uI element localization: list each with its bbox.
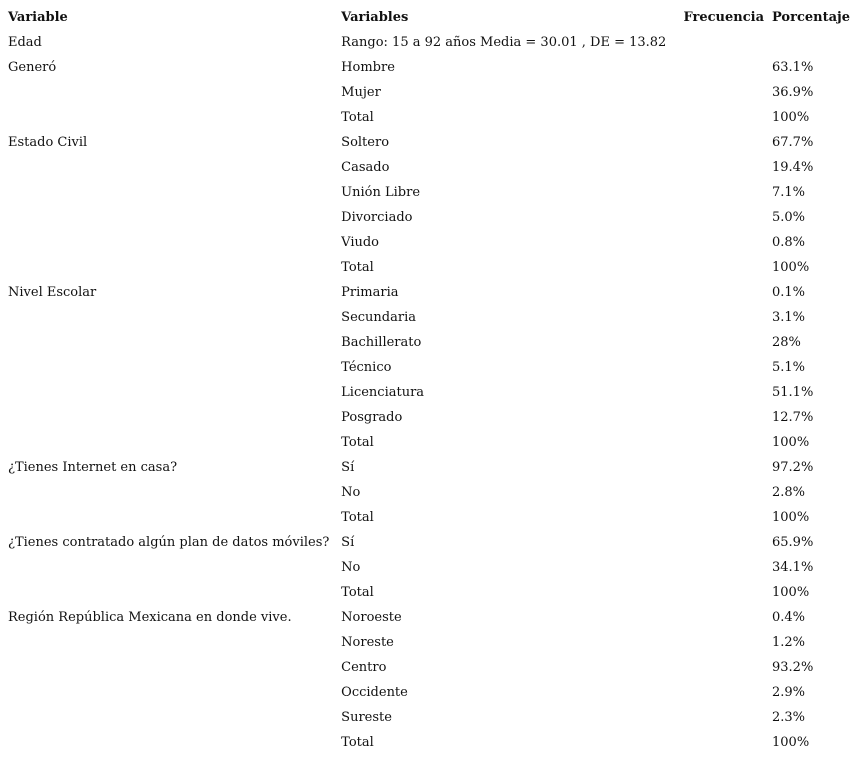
- table-row: [0, 505, 850, 530]
- category-cell: Posgrado: [341, 410, 403, 425]
- table-row: [0, 630, 850, 655]
- frequency-cell: [678, 205, 772, 230]
- category-cell: Sí: [341, 460, 355, 475]
- variable-cell: [0, 305, 341, 330]
- percentage-cell: 36.9%: [772, 85, 814, 100]
- frequency-cell: [678, 480, 772, 505]
- frequency-cell: [678, 30, 772, 55]
- category-cell: Noreste: [341, 635, 394, 650]
- frequency-cell: [678, 405, 772, 430]
- variable-cell: [0, 505, 341, 530]
- percentage-cell: 51.1%: [772, 385, 814, 400]
- table-row: [0, 155, 850, 180]
- table-row: [0, 130, 850, 155]
- frequency-cell: [678, 330, 772, 355]
- table-row: [0, 655, 850, 680]
- table-row: [0, 680, 850, 705]
- table-row: [0, 605, 850, 630]
- variable-cell: Nivel Escolar: [8, 285, 97, 300]
- table-row: [0, 305, 850, 330]
- percentage-cell: 2.3%: [772, 710, 806, 725]
- table-row: [0, 580, 850, 605]
- category-cell: Divorciado: [341, 210, 413, 225]
- variable-cell: Generó: [8, 60, 57, 75]
- table-row: [0, 405, 850, 430]
- category-cell: Hombre: [341, 60, 395, 75]
- percentage-cell: 65.9%: [772, 535, 814, 550]
- percentage-cell: 28%: [772, 335, 801, 350]
- variable-cell: Estado Civil: [8, 135, 88, 150]
- table-row: [0, 230, 850, 255]
- variable-cell: [0, 105, 341, 130]
- percentage-cell: 7.1%: [772, 185, 806, 200]
- table-row: [0, 455, 850, 480]
- table-row: [0, 80, 850, 105]
- category-cell: Soltero: [341, 135, 390, 150]
- percentage-cell: 0.1%: [772, 285, 806, 300]
- variable-cell: [0, 680, 341, 705]
- header-variable: Variable: [8, 10, 68, 25]
- percentage-cell: 67.7%: [772, 135, 814, 150]
- frequency-cell: [678, 680, 772, 705]
- table-row: [0, 555, 850, 580]
- variable-cell: [0, 355, 341, 380]
- frequency-cell: [678, 280, 772, 305]
- category-cell: Centro: [341, 660, 387, 675]
- category-cell: No: [341, 560, 361, 575]
- table-row: [0, 55, 850, 80]
- percentage-cell: 34.1%: [772, 560, 814, 575]
- header-frecuencia: Frecuencia: [683, 10, 764, 25]
- category-cell: No: [341, 485, 361, 500]
- table-row: [0, 530, 850, 555]
- category-cell: Noroeste: [341, 610, 402, 625]
- category-cell: Total: [341, 260, 374, 275]
- variable-cell: [0, 655, 341, 680]
- frequency-cell: [678, 605, 772, 630]
- category-cell: Casado: [341, 160, 390, 175]
- frequency-cell: [678, 455, 772, 480]
- table-row: [0, 705, 850, 730]
- variable-cell: [0, 430, 341, 455]
- category-cell: Occidente: [341, 685, 408, 700]
- percentage-cell: 100%: [772, 110, 810, 125]
- variable-cell: ¿Tienes contratado algún plan de datos móviles?: [8, 535, 330, 550]
- variable-cell: [0, 405, 341, 430]
- category-cell: Secundaria: [341, 310, 416, 325]
- table-row: [0, 30, 850, 55]
- header-variables: Variables: [341, 10, 409, 25]
- percentage-cell: 0.8%: [772, 235, 806, 250]
- frequency-cell: [678, 555, 772, 580]
- frequency-cell: [678, 155, 772, 180]
- table-row: [0, 180, 850, 205]
- category-cell: Rango: 15 a 92 años Media = 30.01 , DE = 13.82: [341, 35, 667, 50]
- table-row: [0, 255, 850, 280]
- percentage-cell: 100%: [772, 435, 810, 450]
- table-row: [0, 355, 850, 380]
- frequency-cell: [678, 105, 772, 130]
- table-row: [0, 105, 850, 130]
- frequency-cell: [678, 230, 772, 255]
- category-cell: Sí: [341, 535, 355, 550]
- variable-cell: [0, 230, 341, 255]
- frequency-cell: [678, 180, 772, 205]
- table-row: [0, 330, 850, 355]
- variable-cell: [0, 205, 341, 230]
- category-cell: Sureste: [341, 710, 392, 725]
- frequency-cell: [678, 580, 772, 605]
- variable-cell: [0, 730, 341, 755]
- table-row: [0, 480, 850, 505]
- frequency-cell: [678, 655, 772, 680]
- variable-cell: [0, 380, 341, 405]
- percentage-cell: 100%: [772, 585, 810, 600]
- demographics-table: [0, 5, 850, 755]
- frequency-cell: [678, 355, 772, 380]
- variable-cell: Región República Mexicana en donde vive.: [8, 610, 292, 625]
- frequency-cell: [678, 730, 772, 755]
- variable-cell: [0, 480, 341, 505]
- percentage-cell: 100%: [772, 735, 810, 750]
- category-cell: Total: [341, 110, 374, 125]
- percentage-cell: 5.0%: [772, 210, 806, 225]
- category-cell: Técnico: [341, 360, 392, 375]
- frequency-cell: [678, 255, 772, 280]
- variable-cell: [0, 555, 341, 580]
- frequency-cell: [678, 530, 772, 555]
- variable-cell: ¿Tienes Internet en casa?: [8, 460, 178, 475]
- category-cell: Total: [341, 735, 374, 750]
- category-cell: Primaria: [341, 285, 399, 300]
- percentage-cell: 100%: [772, 260, 810, 275]
- variable-cell: [0, 630, 341, 655]
- variable-cell: [0, 580, 341, 605]
- variable-cell: [0, 255, 341, 280]
- percentage-cell: 0.4%: [772, 610, 806, 625]
- variable-cell: Edad: [8, 35, 42, 50]
- variable-cell: [0, 330, 341, 355]
- frequency-cell: [678, 80, 772, 105]
- percentage-cell: [772, 30, 850, 55]
- header-porcentaje: Porcentaje: [772, 10, 850, 25]
- percentage-cell: 2.9%: [772, 685, 806, 700]
- category-cell: Mujer: [341, 85, 381, 100]
- percentage-cell: 5.1%: [772, 360, 806, 375]
- table-row: [0, 280, 850, 305]
- table-row: [0, 380, 850, 405]
- category-cell: Total: [341, 585, 374, 600]
- percentage-cell: 1.2%: [772, 635, 806, 650]
- frequency-cell: [678, 630, 772, 655]
- percentage-cell: 3.1%: [772, 310, 806, 325]
- category-cell: Bachillerato: [341, 335, 422, 350]
- variable-cell: [0, 705, 341, 730]
- variable-cell: [0, 180, 341, 205]
- category-cell: Viudo: [341, 235, 380, 250]
- percentage-cell: 100%: [772, 510, 810, 525]
- variable-cell: [0, 80, 341, 105]
- frequency-cell: [678, 380, 772, 405]
- frequency-cell: [678, 305, 772, 330]
- category-cell: Total: [341, 510, 374, 525]
- percentage-cell: 93.2%: [772, 660, 814, 675]
- frequency-cell: [678, 130, 772, 155]
- percentage-cell: 2.8%: [772, 485, 806, 500]
- category-cell: Total: [341, 435, 374, 450]
- table-row: [0, 430, 850, 455]
- percentage-cell: 97.2%: [772, 460, 814, 475]
- table-row: [0, 205, 850, 230]
- table-body: [0, 30, 850, 755]
- category-cell: Licenciatura: [341, 385, 425, 400]
- table-row: [0, 730, 850, 755]
- category-cell: Unión Libre: [341, 185, 421, 200]
- frequency-cell: [678, 505, 772, 530]
- frequency-cell: [678, 55, 772, 80]
- percentage-cell: 12.7%: [772, 410, 814, 425]
- frequency-cell: [678, 430, 772, 455]
- header-row: [0, 5, 850, 30]
- percentage-cell: 63.1%: [772, 60, 814, 75]
- percentage-cell: 19.4%: [772, 160, 814, 175]
- variable-cell: [0, 155, 341, 180]
- frequency-cell: [678, 705, 772, 730]
